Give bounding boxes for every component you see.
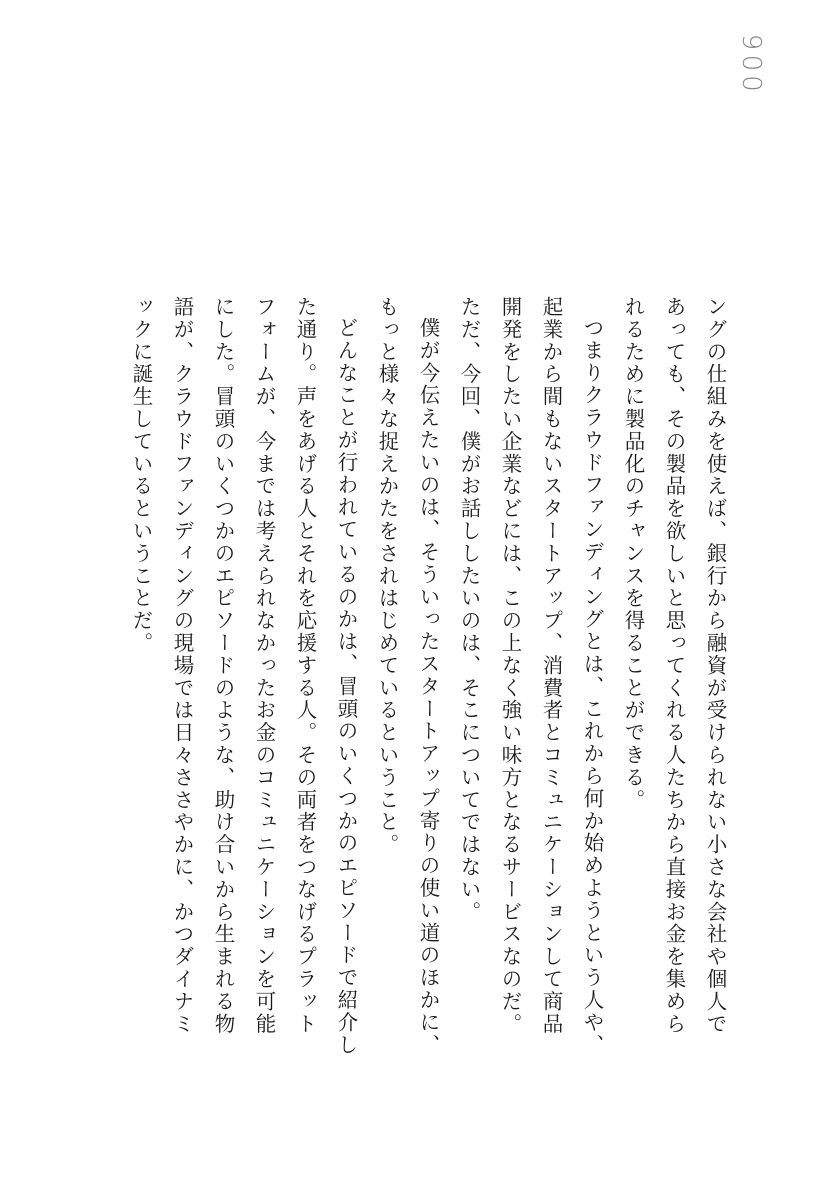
page-number: 006 [739, 30, 769, 92]
paragraph-1: ングの仕組みを使えば、銀行から融資が受けられない小さな会社や個人であっても、その製品を欲しいと思ってくれる人たちから直接お金を集められるために製品化のチャンスを得ることができる。 [621, 296, 727, 1036]
body-text [85, 296, 735, 1056]
paragraph-2: つまりクラウドファンディングとは、これから何か始めようという人や、起業から間もないスタートアップ、消費者とコミュニケーションして商品開発をしたい企業などには、この上なく強い味方となるサービスなのだ。 [498, 296, 604, 1056]
paragraph-5: どんなことが行われているのかは、冒頭のいくつかのエピソードで紹介した通り。声をあげる人とそれを応援する人。その両者をつなげるプラットフォームが、今までは考えられなかったお金のコミュニケーションを可能にした。冒頭のいくつかのエピソードのような、助け合いから生まれる物語が、クラウドファンディングの現場では日々ささやかに、かつダイナミックに誕生しているということだ。 [129, 296, 358, 1056]
paragraph-3: ただ、今回、僕がお話ししたいのは、そこについてではない。 [457, 296, 481, 924]
paragraph-4: 僕が今伝えたいのは、そういったスタートアップ寄りの使い道のほかに、もっと様々な捉えかたをされはじめているということ。 [375, 296, 440, 1056]
